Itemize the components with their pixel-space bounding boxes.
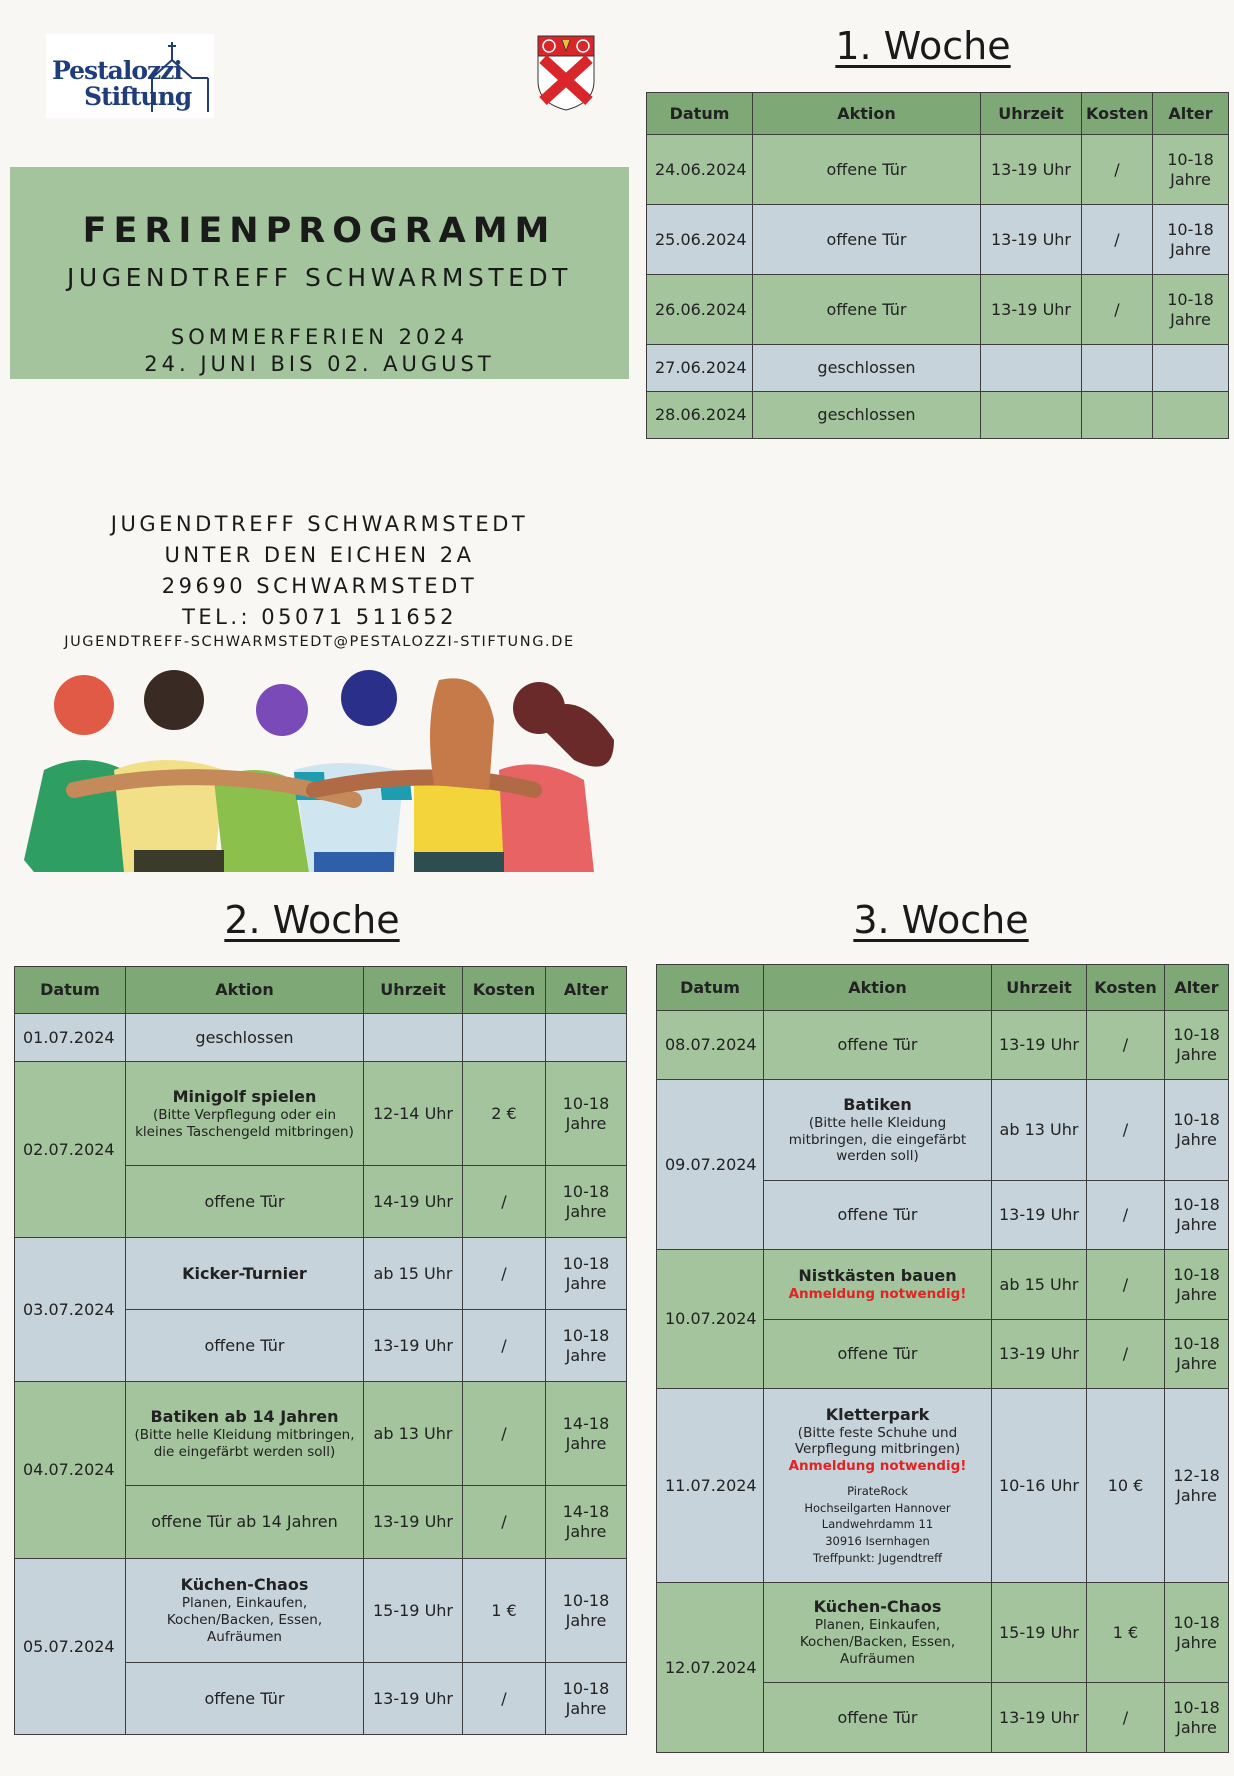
cost-cell: 1 € bbox=[1087, 1583, 1165, 1683]
activity-title: Minigolf spielen bbox=[172, 1086, 317, 1106]
action-cell: offene Tür bbox=[753, 205, 981, 275]
date-cell: 04.07.2024 bbox=[15, 1382, 126, 1559]
col-uhrzeit: Uhrzeit bbox=[981, 93, 1082, 135]
cost-cell: / bbox=[463, 1486, 546, 1559]
table-row bbox=[647, 135, 1229, 205]
cost-cell bbox=[1082, 392, 1153, 439]
week1-title: 1. Woche bbox=[835, 24, 1011, 68]
action-cell bbox=[764, 1583, 992, 1683]
activity-title: Kletterpark bbox=[825, 1404, 930, 1424]
time-cell: 15-19 Uhr bbox=[364, 1559, 463, 1663]
cost-cell: / bbox=[1082, 275, 1153, 345]
action-cell bbox=[126, 1238, 364, 1310]
location-name: PirateRock bbox=[847, 1484, 908, 1499]
cost-cell: / bbox=[1087, 1250, 1165, 1320]
cost-cell: / bbox=[1087, 1181, 1165, 1250]
table-row bbox=[15, 1559, 627, 1663]
age-cell: 10-18 Jahre bbox=[1165, 1011, 1229, 1080]
action-cell bbox=[764, 1080, 992, 1181]
age-cell: 10-18 Jahre bbox=[1165, 1683, 1229, 1753]
cost-cell: 1 € bbox=[463, 1559, 546, 1663]
age-cell: 10-18 Jahre bbox=[1153, 205, 1229, 275]
action-cell: geschlossen bbox=[753, 345, 981, 392]
week2-table bbox=[14, 966, 627, 1735]
time-cell: 13-19 Uhr bbox=[364, 1310, 463, 1382]
table-row bbox=[15, 1014, 627, 1062]
action-cell: offene Tür bbox=[753, 275, 981, 345]
age-cell: 10-18 Jahre bbox=[546, 1166, 627, 1238]
table-row bbox=[15, 1062, 627, 1166]
age-cell: 10-18 Jahre bbox=[546, 1663, 627, 1735]
cost-cell: / bbox=[463, 1663, 546, 1735]
date-cell: 11.07.2024 bbox=[657, 1389, 764, 1583]
time-cell: 13-19 Uhr bbox=[981, 205, 1082, 275]
program-subtitle: JUGENDTREFF SCHWARMSTEDT bbox=[67, 263, 572, 292]
age-cell: 10-18 Jahre bbox=[1165, 1181, 1229, 1250]
time-cell: 13-19 Uhr bbox=[364, 1486, 463, 1559]
cost-cell: / bbox=[1082, 205, 1153, 275]
table-row bbox=[657, 1080, 1229, 1181]
location-details bbox=[768, 1483, 987, 1566]
date-cell: 12.07.2024 bbox=[657, 1583, 764, 1753]
week3-title: 3. Woche bbox=[853, 898, 1029, 942]
action-cell bbox=[126, 1062, 364, 1166]
action-cell: geschlossen bbox=[126, 1014, 364, 1062]
table-row bbox=[647, 205, 1229, 275]
registration-required-note: Anmeldung notwendig! bbox=[788, 1458, 967, 1475]
time-cell: 13-19 Uhr bbox=[981, 135, 1082, 205]
time-cell: 12-14 Uhr bbox=[364, 1062, 463, 1166]
age-cell: 10-18 Jahre bbox=[1153, 275, 1229, 345]
table-row bbox=[15, 1238, 627, 1310]
program-dates: 24. JUNI BIS 02. AUGUST bbox=[144, 352, 495, 376]
action-cell bbox=[126, 1559, 364, 1663]
col-alter: Alter bbox=[1153, 93, 1229, 135]
action-cell: offene Tür bbox=[764, 1011, 992, 1080]
coat-of-arms-icon bbox=[537, 35, 595, 111]
cost-cell: / bbox=[463, 1166, 546, 1238]
address-line2: UNTER DEN EICHEN 2A bbox=[164, 543, 475, 567]
date-cell: 08.07.2024 bbox=[657, 1011, 764, 1080]
table-row bbox=[657, 1583, 1229, 1683]
time-cell: 10-16 Uhr bbox=[992, 1389, 1087, 1583]
address-line3: 29690 SCHWARMSTEDT bbox=[161, 574, 478, 598]
age-cell: 10-18 Jahre bbox=[1165, 1583, 1229, 1683]
cost-cell: 2 € bbox=[463, 1062, 546, 1166]
col-kosten: Kosten bbox=[1087, 965, 1165, 1011]
cost-cell bbox=[1082, 345, 1153, 392]
table-row bbox=[647, 392, 1229, 439]
address-phone: TEL.: 05071 511652 bbox=[182, 605, 457, 629]
location-street: Landwehrdamm 11 bbox=[821, 1517, 934, 1532]
activity-title: Nistkästen bauen bbox=[798, 1266, 957, 1286]
col-uhrzeit: Uhrzeit bbox=[364, 967, 463, 1014]
action-cell: offene Tür bbox=[764, 1683, 992, 1753]
action-cell: offene Tür bbox=[764, 1320, 992, 1389]
date-cell: 01.07.2024 bbox=[15, 1014, 126, 1062]
date-cell: 25.06.2024 bbox=[647, 205, 753, 275]
date-cell: 02.07.2024 bbox=[15, 1062, 126, 1238]
age-cell bbox=[1153, 345, 1229, 392]
action-cell: offene Tür bbox=[126, 1310, 364, 1382]
meeting-point: Treffpunkt: Jugendtreff bbox=[812, 1550, 942, 1565]
table-row bbox=[15, 1382, 627, 1486]
age-cell: 10-18 Jahre bbox=[546, 1238, 627, 1310]
cost-cell: / bbox=[1087, 1320, 1165, 1389]
logo-text-line2: Stiftung bbox=[84, 82, 192, 111]
cost-cell: / bbox=[463, 1238, 546, 1310]
time-cell: 13-19 Uhr bbox=[992, 1320, 1087, 1389]
table-row bbox=[657, 1011, 1229, 1080]
time-cell: 13-19 Uhr bbox=[992, 1181, 1087, 1250]
col-kosten: Kosten bbox=[1082, 93, 1153, 135]
cost-cell: / bbox=[1087, 1011, 1165, 1080]
time-cell: ab 13 Uhr bbox=[992, 1080, 1087, 1181]
time-cell: ab 15 Uhr bbox=[364, 1238, 463, 1310]
cost-cell: / bbox=[1082, 135, 1153, 205]
time-cell: 15-19 Uhr bbox=[992, 1583, 1087, 1683]
action-cell: offene Tür ab 14 Jahren bbox=[126, 1486, 364, 1559]
date-cell: 05.07.2024 bbox=[15, 1559, 126, 1735]
age-cell bbox=[546, 1014, 627, 1062]
time-cell: 14-19 Uhr bbox=[364, 1166, 463, 1238]
registration-required-note: Anmeldung notwendig! bbox=[788, 1286, 967, 1303]
age-cell: 10-18 Jahre bbox=[546, 1310, 627, 1382]
cost-cell: / bbox=[463, 1310, 546, 1382]
table-row bbox=[647, 275, 1229, 345]
table-header-row bbox=[647, 93, 1229, 135]
date-cell: 03.07.2024 bbox=[15, 1238, 126, 1382]
activity-note: (Bitte helle Kleidung mitbringen, die eingefärbt werden soll) bbox=[788, 1114, 967, 1165]
week3-table bbox=[656, 964, 1229, 1753]
activity-title: Küchen-Chaos bbox=[813, 1597, 942, 1617]
col-aktion: Aktion bbox=[753, 93, 981, 135]
week1-table bbox=[646, 92, 1229, 439]
activity-title: Batiken bbox=[843, 1094, 912, 1114]
col-datum: Datum bbox=[15, 967, 126, 1014]
table-header-row bbox=[15, 967, 627, 1014]
date-cell: 26.06.2024 bbox=[647, 275, 753, 345]
cost-cell: / bbox=[1087, 1683, 1165, 1753]
col-aktion: Aktion bbox=[126, 967, 364, 1014]
action-cell bbox=[764, 1389, 992, 1583]
cost-cell: 10 € bbox=[1087, 1389, 1165, 1583]
table-header-row bbox=[657, 965, 1229, 1011]
age-cell: 10-18 Jahre bbox=[1153, 135, 1229, 205]
cost-cell bbox=[463, 1014, 546, 1062]
date-cell: 27.06.2024 bbox=[647, 345, 753, 392]
group-of-friends-illustration bbox=[14, 660, 626, 872]
activity-title: Batiken ab 14 Jahren bbox=[150, 1406, 339, 1426]
title-banner bbox=[10, 167, 629, 379]
col-aktion: Aktion bbox=[764, 965, 992, 1011]
time-cell: ab 13 Uhr bbox=[364, 1382, 463, 1486]
logo-text-line1: Pestalozzi bbox=[52, 56, 182, 85]
age-cell: 10-18 Jahre bbox=[546, 1559, 627, 1663]
activity-title: Küchen-Chaos bbox=[180, 1575, 309, 1595]
age-cell: 10-18 Jahre bbox=[1165, 1080, 1229, 1181]
pestalozzi-logo bbox=[46, 34, 214, 118]
time-cell bbox=[981, 345, 1082, 392]
time-cell: ab 15 Uhr bbox=[992, 1250, 1087, 1320]
activity-note: (Bitte helle Kleidung mitbringen, die eingefärbt werden soll) bbox=[134, 1426, 355, 1460]
action-cell: offene Tür bbox=[753, 135, 981, 205]
table-row bbox=[657, 1389, 1229, 1583]
cost-cell: / bbox=[1087, 1080, 1165, 1181]
activity-note: (Bitte feste Schuhe und Verpflegung mitbringen) bbox=[794, 1424, 961, 1458]
age-cell: 10-18 Jahre bbox=[1165, 1320, 1229, 1389]
col-kosten: Kosten bbox=[463, 967, 546, 1014]
program-title: FERIENPROGRAMM bbox=[82, 211, 557, 251]
activity-note: Planen, Einkaufen, Kochen/Backen, Essen, Aufräumen bbox=[799, 1617, 956, 1667]
col-alter: Alter bbox=[1165, 965, 1229, 1011]
address-email[interactable]: JUGENDTREFF-SCHWARMSTEDT@PESTALOZZI-STIFTUNG.DE bbox=[64, 634, 575, 650]
date-cell: 09.07.2024 bbox=[657, 1080, 764, 1250]
location-city: 30916 Isernhagen bbox=[825, 1534, 930, 1549]
table-row bbox=[657, 1250, 1229, 1320]
age-cell: 10-18 Jahre bbox=[1165, 1250, 1229, 1320]
table-row bbox=[647, 345, 1229, 392]
time-cell bbox=[364, 1014, 463, 1062]
age-cell: 14-18 Jahre bbox=[546, 1486, 627, 1559]
age-cell: 12-18 Jahre bbox=[1165, 1389, 1229, 1583]
address-line1: JUGENDTREFF SCHWARMSTEDT bbox=[110, 512, 529, 536]
activity-title: Kicker-Turnier bbox=[182, 1263, 307, 1283]
time-cell: 13-19 Uhr bbox=[992, 1683, 1087, 1753]
col-alter: Alter bbox=[546, 967, 627, 1014]
age-cell bbox=[1153, 392, 1229, 439]
action-cell bbox=[764, 1250, 992, 1320]
time-cell bbox=[981, 392, 1082, 439]
activity-note: Planen, Einkaufen, Kochen/Backen, Essen, Aufräumen bbox=[166, 1595, 323, 1645]
cost-cell: / bbox=[463, 1382, 546, 1486]
action-cell: geschlossen bbox=[753, 392, 981, 439]
action-cell: offene Tür bbox=[764, 1181, 992, 1250]
time-cell: 13-19 Uhr bbox=[364, 1663, 463, 1735]
program-season: SOMMERFERIEN 2024 bbox=[170, 325, 469, 349]
col-uhrzeit: Uhrzeit bbox=[992, 965, 1087, 1011]
time-cell: 13-19 Uhr bbox=[992, 1011, 1087, 1080]
age-cell: 10-18 Jahre bbox=[546, 1062, 627, 1166]
action-cell: offene Tür bbox=[126, 1166, 364, 1238]
date-cell: 24.06.2024 bbox=[647, 135, 753, 205]
date-cell: 28.06.2024 bbox=[647, 392, 753, 439]
action-cell bbox=[126, 1382, 364, 1486]
week2-title: 2. Woche bbox=[224, 898, 400, 942]
col-datum: Datum bbox=[657, 965, 764, 1011]
time-cell: 13-19 Uhr bbox=[981, 275, 1082, 345]
action-cell: offene Tür bbox=[126, 1663, 364, 1735]
age-cell: 14-18 Jahre bbox=[546, 1382, 627, 1486]
date-cell: 10.07.2024 bbox=[657, 1250, 764, 1389]
location-venue: Hochseilgarten Hannover bbox=[804, 1500, 951, 1515]
col-datum: Datum bbox=[647, 93, 753, 135]
activity-note: (Bitte Verpflegung oder ein kleines Taschengeld mitbringen) bbox=[135, 1106, 354, 1140]
